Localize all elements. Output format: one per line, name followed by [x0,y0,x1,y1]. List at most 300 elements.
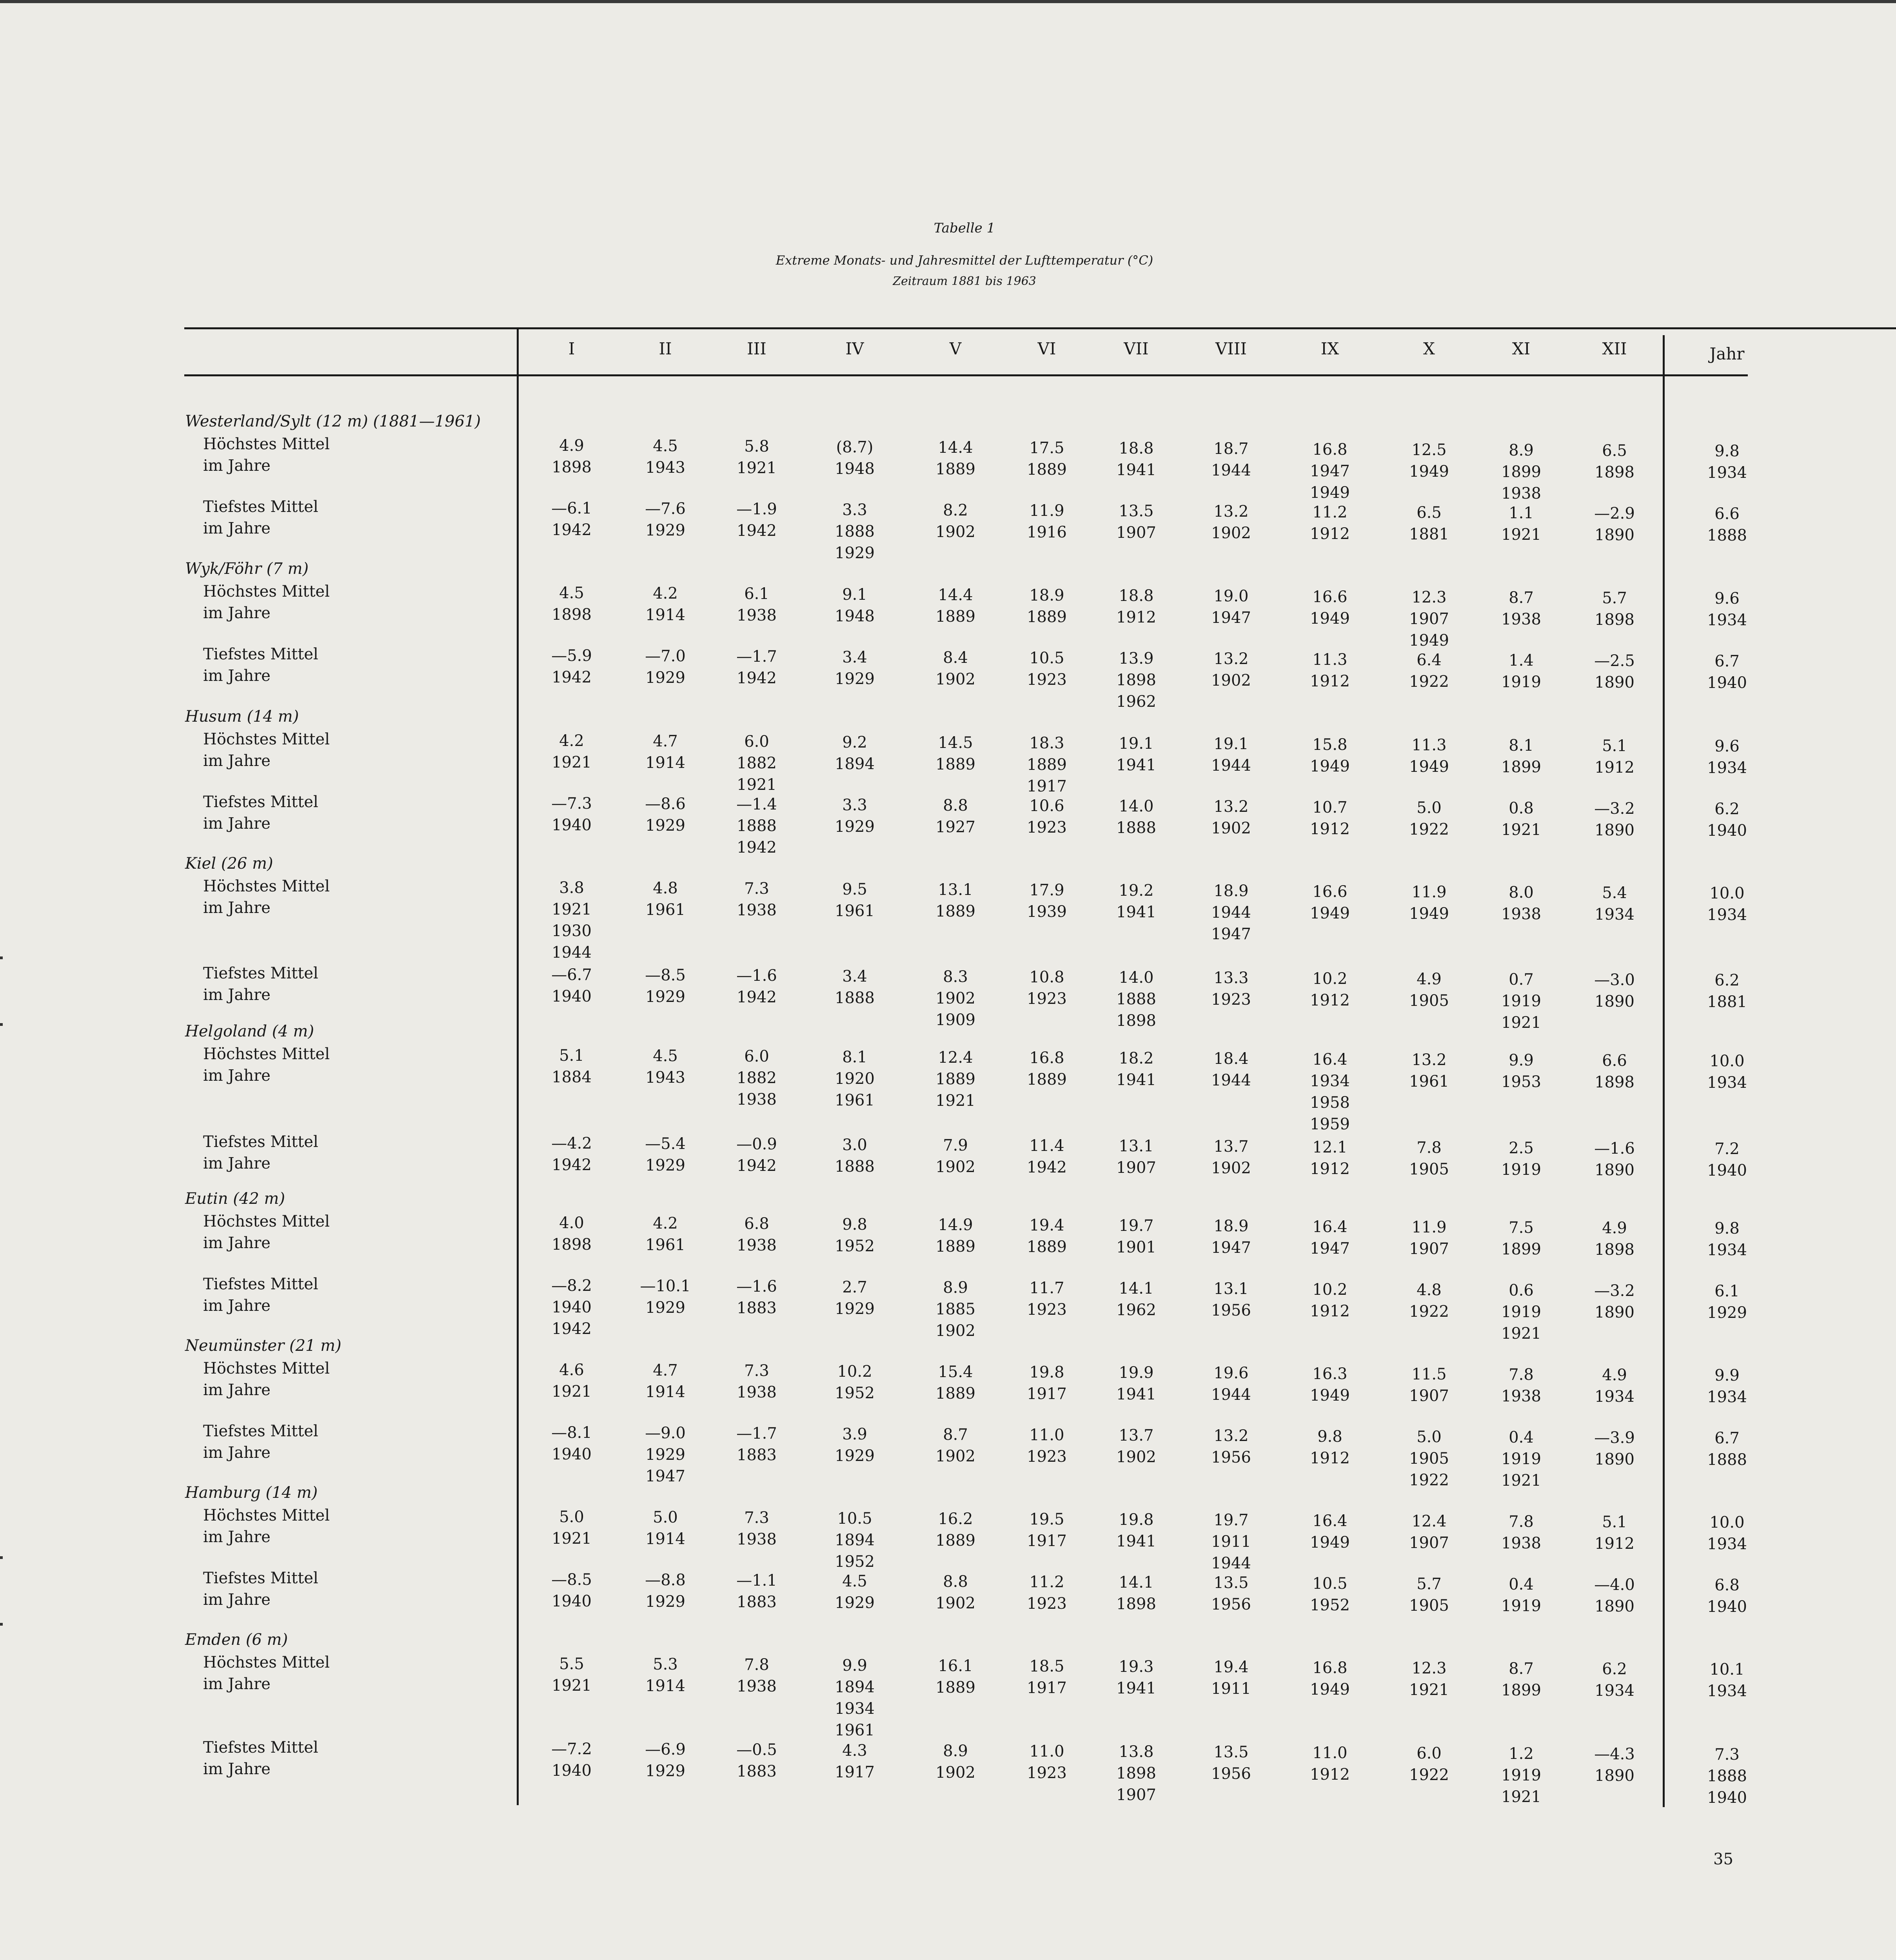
year-cell: 1914 [645,606,685,624]
year-cell: 1909 [935,1011,975,1029]
year-cell: 1902 [935,989,975,1007]
year-cell: 1890 [1595,993,1634,1011]
value-cell: 8.4 [943,649,968,667]
year-cell: 1890 [1595,821,1634,839]
row-label-year: im Jahre [203,1528,271,1546]
value-cell: 15.4 [938,1363,973,1381]
value-cell: 19.4 [1029,1216,1064,1234]
year-cell: 1939 [1027,903,1067,921]
value-cell: —3.9 [1594,1429,1635,1447]
row-label-max: Höchstes Mittel [203,435,330,453]
value-cell: —2.5 [1594,652,1635,670]
year-cell: 1961 [645,1236,685,1254]
year-cell: 1921 [1501,1788,1541,1806]
year-cell: 1888 [1116,990,1156,1008]
value-cell: 6.2 [1714,971,1740,989]
value-cell: —3.2 [1594,800,1635,818]
value-cell: 3.4 [842,967,867,985]
year-cell: 1938 [737,606,777,624]
value-cell: 19.6 [1213,1364,1249,1382]
value-cell: 4.6 [559,1361,584,1379]
year-cell: 1927 [935,818,975,836]
value-cell: 11.9 [1029,502,1064,520]
value-cell: 3.8 [559,879,584,897]
row-label-year: im Jahre [203,667,271,685]
value-cell: 6.6 [1602,1052,1627,1070]
year-cell: 1898 [552,1236,592,1254]
year-cell: 1929 [835,1447,875,1465]
row-label-min: Tiefstes Mittel [203,1739,318,1757]
scan-edge [0,0,1896,3]
year-cell: 1911 [1211,1533,1251,1551]
year-cell: 1940 [552,1592,592,1610]
value-cell: 6.0 [1417,1744,1442,1762]
month-header: VIII [1215,339,1247,358]
value-cell: 0.8 [1509,799,1534,817]
year-cell: 1912 [1595,1535,1634,1553]
value-cell: 5.1 [1602,737,1627,755]
year-cell: 1934 [1595,1388,1634,1406]
year-cell: 1907 [1409,1534,1449,1552]
year-cell: 1953 [1501,1073,1541,1091]
year-cell: 1929 [645,988,685,1006]
year-cell: 1888 [1707,526,1747,544]
year-cell: 1949 [1310,610,1350,628]
year-cell: 1952 [835,1237,875,1255]
value-cell: 13.7 [1119,1426,1154,1445]
year-cell: 1934 [1707,1682,1747,1700]
value-cell: 4.2 [559,732,584,750]
year-cell: 1898 [1116,671,1156,689]
value-cell: 1.4 [1509,652,1534,670]
year-cell: 1941 [1116,461,1156,479]
year-cell: 1922 [1409,820,1449,838]
value-cell: —3.2 [1594,1282,1635,1300]
year-cell: 1947 [1211,1239,1251,1257]
year-cell: 1907 [1409,1240,1449,1258]
value-cell: —1.9 [736,500,777,518]
row-label-max: Höchstes Mittel [203,1653,330,1671]
value-cell: 19.4 [1213,1658,1249,1676]
year-cell: 1923 [1027,1595,1067,1613]
row-label-year: im Jahre [203,1381,271,1399]
year-cell: 1921 [935,1092,975,1110]
year-cell: 1921 [552,1677,592,1695]
year-cell: 1911 [1211,1680,1251,1698]
year-cell: 1921 [552,1383,592,1401]
year-cell: 1894 [835,1678,875,1696]
month-header: IX [1320,339,1339,358]
year-cell: 1944 [552,944,592,962]
year-cell: 1902 [1211,524,1251,542]
value-cell: 5.8 [744,437,769,456]
year-cell: 1949 [1310,904,1350,922]
year-cell: 1902 [935,670,975,688]
value-cell: 9.8 [842,1216,867,1234]
value-cell: 14.0 [1119,797,1154,815]
table-rule [517,327,519,1805]
value-cell: 10.8 [1029,968,1064,986]
year-cell: 1929 [835,544,875,562]
value-cell: 5.0 [1417,799,1442,817]
value-cell: 10.0 [1709,884,1745,902]
year-cell: 1890 [1595,673,1634,691]
value-cell: 15.8 [1312,736,1348,754]
year-cell: 1930 [552,922,592,940]
value-cell: 13.9 [1119,650,1154,668]
year-cell: 1952 [835,1384,875,1402]
year-cell: 1941 [1116,1532,1156,1550]
year-cell: 1941 [1116,756,1156,774]
year-cell: 1947 [1211,609,1251,627]
year-cell: 1919 [1501,992,1541,1010]
value-cell: 2.5 [1509,1139,1534,1157]
year-cell: 1912 [1310,672,1350,690]
row-label-year: im Jahre [203,604,271,622]
year-cell: 1882 [737,1069,777,1087]
year-cell: 1907 [1116,1159,1156,1177]
year-cell: 1956 [1211,1301,1251,1319]
year-cell: 1949 [1409,632,1449,650]
year-cell: 1956 [1211,1765,1251,1783]
value-cell: 16.1 [938,1657,973,1675]
row-label-year: im Jahre [203,986,271,1004]
year-cell: 1944 [1211,1071,1251,1089]
year-cell: 1962 [1116,693,1156,711]
year-cell: 1961 [835,1091,875,1109]
value-cell: 8.3 [943,968,968,986]
year-cell: 1949 [1409,758,1449,776]
year-cell: 1938 [1501,1534,1541,1552]
value-cell: 6.7 [1714,652,1740,670]
row-label-year: im Jahre [203,1591,271,1609]
year-cell: 1929 [835,1594,875,1612]
year-cell: 1902 [935,523,975,541]
value-cell: 7.8 [1509,1366,1534,1384]
year-cell: 1922 [1409,673,1449,691]
year-cell: 1914 [645,1530,685,1548]
value-cell: —1.7 [736,1425,777,1443]
year-cell: 1912 [1595,759,1634,777]
value-cell: —8.2 [551,1277,592,1295]
year-cell: 1902 [935,1158,975,1176]
value-cell: 14.4 [938,586,973,604]
row-label-year: im Jahre [203,1297,271,1315]
value-cell: 7.8 [1417,1139,1442,1157]
value-cell: 19.7 [1213,1511,1249,1529]
year-cell: 1934 [1310,1072,1350,1090]
value-cell: 9.1 [842,586,867,604]
year-cell: 1912 [1310,1766,1350,1784]
row-label-max: Höchstes Mittel [203,1045,330,1063]
value-cell: —2.9 [1594,505,1635,523]
row-label-year: im Jahre [203,1234,271,1252]
value-cell: 4.5 [653,437,678,455]
value-cell: 4.9 [559,437,584,455]
value-cell: 13.2 [1213,1427,1249,1445]
year-cell: 1917 [1027,1532,1067,1550]
value-cell: 6.5 [1602,442,1627,460]
value-cell: 11.9 [1411,883,1447,901]
year-cell: 1888 [835,989,875,1007]
value-cell: 10.0 [1709,1514,1745,1532]
value-cell: 10.2 [837,1363,872,1381]
year-cell: 1934 [1707,1241,1747,1259]
table-title: Extreme Monats- und Jahresmittel der Lufttemperatur (°C) [775,253,1153,268]
value-cell: 11.0 [1312,1744,1348,1762]
value-cell: 8.0 [1509,884,1534,902]
value-cell: 10.2 [1312,970,1348,988]
value-cell: 6.0 [744,1047,769,1065]
year-cell: 1940 [552,816,592,834]
value-cell: 4.9 [1602,1219,1627,1237]
value-cell: 13.2 [1213,798,1249,816]
value-cell: 11.9 [1411,1218,1447,1236]
value-cell: 5.4 [1602,884,1627,902]
year-cell: 1890 [1595,1161,1634,1179]
year-cell: 1898 [1116,1764,1156,1782]
year-cell: 1929 [645,1156,685,1174]
year-cell: 1899 [1501,463,1541,481]
value-cell: 13.7 [1213,1138,1249,1156]
year-cell: 1944 [1211,1554,1251,1572]
value-cell: 6.6 [1714,505,1740,523]
year-cell: 1905 [1409,1450,1449,1468]
year-cell: 1902 [1211,819,1251,837]
year-cell: 1941 [1116,903,1156,921]
year-cell: 1942 [552,1156,592,1174]
value-cell: —1.1 [736,1572,777,1590]
year-cell: 1921 [1501,1472,1541,1490]
value-cell: 4.3 [842,1742,867,1760]
year-cell: 1944 [1211,904,1251,922]
row-label-min: Tiefstes Mittel [203,964,318,982]
margin-mark [0,1023,3,1026]
value-cell: —1.6 [736,1278,777,1296]
value-cell: 9.9 [1509,1051,1534,1069]
value-cell: 17.5 [1029,439,1064,457]
year-cell: 1938 [737,1383,777,1401]
year-cell: 1943 [645,459,685,477]
station-name: Hamburg (14 m) [185,1484,318,1502]
value-cell: 11.5 [1411,1365,1447,1383]
value-cell: —8.8 [645,1571,686,1589]
value-cell: —7.0 [645,647,686,665]
value-cell: 5.7 [1602,589,1627,607]
table-rule [1666,374,1748,376]
year-cell: 1881 [1409,525,1449,543]
year-cell: 1881 [1707,993,1747,1011]
value-cell: 10.2 [1312,1281,1348,1299]
value-cell: 18.9 [1213,1217,1249,1235]
year-cell: 1934 [1707,1535,1747,1553]
year-cell: 1889 [1027,756,1067,774]
year-cell: 1949 [1310,1681,1350,1699]
row-label-year: im Jahre [203,1067,271,1085]
value-cell: 9.5 [842,880,867,898]
year-cell: 1914 [645,1677,685,1695]
year-cell: 1889 [1027,1238,1067,1256]
value-cell: 19.3 [1119,1658,1154,1676]
year-cell: 1912 [1310,1449,1350,1467]
year-cell: 1922 [1409,1471,1449,1489]
year-cell: 1921 [1409,1681,1449,1699]
year-cell: 1889 [1027,1071,1067,1089]
value-cell: 11.0 [1029,1426,1064,1444]
value-cell: 16.4 [1312,1051,1348,1069]
value-cell: 6.8 [1714,1576,1740,1594]
row-label-year: im Jahre [203,815,271,833]
value-cell: 7.8 [1509,1513,1534,1531]
value-cell: 19.8 [1029,1363,1064,1381]
value-cell: 18.2 [1119,1049,1154,1067]
year-cell: 1894 [835,1531,875,1549]
year-cell: 1890 [1595,1767,1634,1785]
value-cell: —0.9 [736,1135,777,1153]
value-cell: 4.5 [559,584,584,602]
value-cell: 19.9 [1119,1364,1154,1382]
value-cell: 3.0 [842,1136,867,1154]
year-cell: 1938 [1501,905,1541,923]
value-cell: 7.8 [744,1656,769,1674]
year-cell: 1912 [1310,820,1350,838]
row-label-min: Tiefstes Mittel [203,1275,318,1293]
year-cell: 1914 [645,754,685,772]
value-cell: 19.7 [1119,1217,1154,1235]
year-cell: 1923 [1027,990,1067,1008]
value-cell: 19.1 [1213,735,1249,753]
year-cell: 1949 [1409,905,1449,923]
value-cell: 10.0 [1709,1052,1745,1070]
value-cell: 8.9 [1509,441,1534,459]
year-cell: 1929 [835,670,875,688]
value-cell: 19.0 [1213,587,1249,605]
row-label-year: im Jahre [203,1154,271,1172]
year-cell: 1929 [645,669,685,687]
year-cell: 1914 [645,1383,685,1401]
value-cell: 12.5 [1411,441,1447,459]
value-cell: 13.5 [1213,1743,1249,1761]
value-cell: 6.0 [744,733,769,751]
value-cell: —4.0 [1594,1576,1635,1594]
year-cell: 1921 [1501,1325,1541,1343]
month-header: VII [1124,339,1149,358]
year-cell: 1929 [645,817,685,835]
year-cell: 1916 [1027,523,1067,541]
value-cell: 9.8 [1317,1428,1342,1446]
value-cell: 9.9 [1714,1367,1740,1385]
value-cell: —7.2 [551,1740,592,1758]
year-header: Jahr [1709,344,1745,363]
value-cell: —9.0 [645,1424,686,1442]
year-cell: 1956 [1211,1595,1251,1613]
value-cell: —1.6 [1594,1140,1635,1158]
value-cell: 13.2 [1213,650,1249,668]
value-cell: —8.1 [551,1424,592,1442]
year-cell: 1921 [552,753,592,771]
year-cell: 1889 [935,1385,975,1403]
year-cell: 1889 [935,1070,975,1088]
value-cell: 1.1 [1509,504,1534,522]
value-cell: 16.2 [938,1510,973,1528]
margin-mark [0,1556,3,1559]
year-cell: 1889 [935,1238,975,1256]
row-label-year: im Jahre [203,752,271,770]
value-cell: 8.1 [842,1048,867,1066]
year-cell: 1952 [1310,1596,1350,1614]
value-cell: 16.8 [1029,1049,1064,1067]
year-cell: 1919 [1501,1303,1541,1321]
value-cell: 10.5 [837,1510,872,1528]
value-cell: 0.7 [1509,971,1534,989]
row-label-min: Tiefstes Mittel [203,793,318,811]
value-cell: 4.5 [653,1047,678,1065]
year-cell: 1902 [935,1594,975,1612]
row-label-year: im Jahre [203,457,271,475]
value-cell: —1.6 [736,967,777,985]
year-cell: 1898 [552,606,592,624]
year-cell: 1921 [737,776,777,794]
value-cell: 4.8 [1417,1281,1442,1299]
station-name: Kiel (26 m) [185,855,273,873]
year-cell: 1938 [737,1091,777,1109]
year-cell: 1940 [1707,1598,1747,1616]
value-cell: 11.4 [1029,1137,1064,1155]
row-label-year: im Jahre [203,1760,271,1778]
year-cell: 1929 [1707,1304,1747,1322]
value-cell: 6.4 [1417,651,1442,669]
month-header: III [747,339,766,358]
value-cell: 8.1 [1509,737,1534,755]
value-cell: 10.7 [1312,799,1348,817]
value-cell: 18.8 [1119,439,1154,457]
year-cell: 1942 [737,988,777,1006]
station-name: Eutin (42 m) [185,1190,285,1208]
year-cell: 1949 [1310,484,1350,502]
year-cell: 1929 [645,1762,685,1780]
year-cell: 1890 [1595,526,1634,544]
year-cell: 1921 [552,1530,592,1548]
value-cell: —5.4 [645,1135,686,1153]
year-cell: 1934 [1707,1074,1747,1092]
value-cell: 19.8 [1119,1511,1154,1529]
year-cell: 1888 [737,817,777,835]
value-cell: —0.5 [736,1741,777,1759]
year-cell: 1938 [737,1236,777,1254]
year-cell: 1919 [1501,1450,1541,1468]
year-cell: 1942 [737,669,777,687]
table-label: Tabelle 1 [933,220,995,236]
value-cell: 18.9 [1029,586,1064,604]
year-cell: 1902 [1211,671,1251,690]
month-header: II [659,339,672,358]
value-cell: 6.5 [1417,504,1442,522]
value-cell: —6.1 [551,499,592,517]
year-cell: 1934 [835,1700,875,1718]
year-cell: 1942 [552,521,592,539]
table-rule [184,374,1666,376]
year-cell: 1890 [1595,1597,1634,1615]
value-cell: 10.1 [1709,1661,1745,1679]
value-cell: —6.7 [551,966,592,984]
year-cell: 1898 [1595,1073,1634,1091]
year-cell: 1923 [1027,818,1067,837]
year-cell: 1907 [1116,524,1156,542]
value-cell: 14.1 [1119,1279,1154,1298]
year-cell: 1917 [1027,1679,1067,1697]
month-header: I [568,339,575,358]
value-cell: 2.7 [842,1278,867,1296]
